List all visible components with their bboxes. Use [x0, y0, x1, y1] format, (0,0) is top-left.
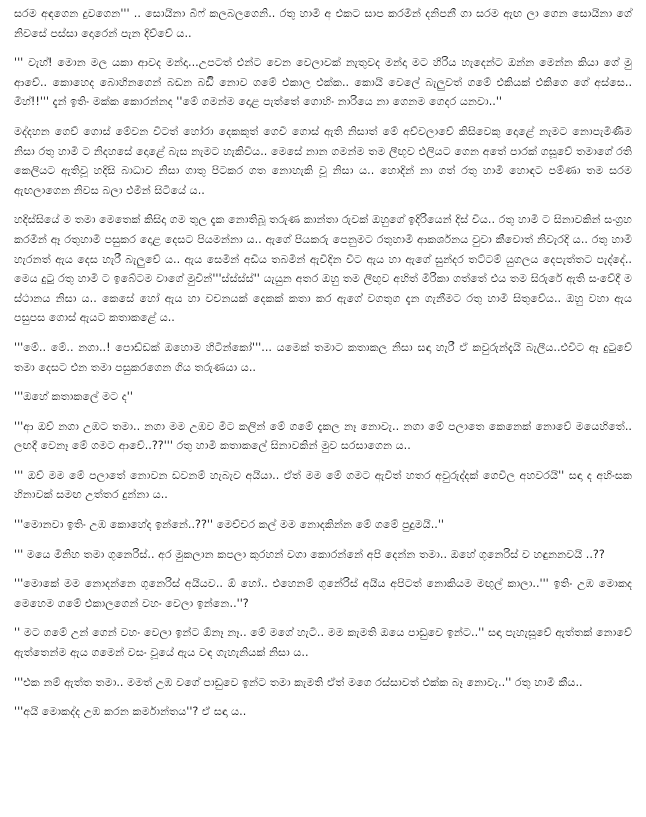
paragraph-8: ''' ඔව් මම මේ පලාතේ නොවන ඩවනම් හැබැව අයියා.. ඒත් මම මේ ගමට ඇවිත් හතර අවුරුද්දක් ගෙවිල අහවරයි'' සඳා ද අහිංසක හිනාවක් සමඟ උත්තර දුන්නා ය..	[14, 468, 632, 502]
paragraph-3: මද්දහන ගෙව් ගොස් මේවන විටත් හෝරා දෙකකුත් ගෙවී ගොස් ඇති නිසාත් මේ අව්වලාවේ කිසිවෙකු දොළේ නැමට නොපැමිණීම නිසා රතු හාමි ට නිදහසේ දොළේ බැස නැමට හැකිවිය.. මෙසේ නාන ගමන්ම තම ලීඟුව එලියට ගෙන අතේ පාරක් ගසූවේ තමාගේ රති කෙලියට ඇතිවූ හදිසි බාධාව නිසා ගාතු පිටකර ගත නොහැකි වූ නිසා ය.. හොදින් නා ගත් රතු හාමි හොඳට පම්ණා තම සරම ඇඟලාගෙන නිවස බලා එමින් සිටියේ ය..	[14, 124, 632, 197]
paragraph-9: '''මොනවා ඉතිං උඹ කොහේද ඉන්නේ..??'' මෙච්චර කල් මම නොදකින්න මේ ගමේ පුදුමයි..''	[14, 518, 444, 532]
paragraph-4: හදිස්සියේ ම තමා මෙතෙක් කිසිදා ගම තුල දැක නොතිබූ තරුණ කාන්තා රුවක් ඔහුගේ ඉදිරියෙන් දිස් විය.. රතු හාමි ට සිනාවකින් සංග්‍රහ කරමින් ඈ රතුහාමි පසුකර දොළ දෙසට පියමන්නා ය.. ඇගේ පියකරු පෙනුමට රතුහාමි ආකර්ශනය වුවා කීවොත් නිවැරදි ය.. රතු හාමි හැරනත් ඇය දෙස හැරී බැලුවේ ය.. ඇය සෙමින් අඩිය තබමින් ඇවිදින විට ඇය හා ඇගේ සුන්දර තට්ටම් යුගලය දෙපැත්තට පැද්දේ.. මෙය දුටු රතු හාමි ට ඉබේටම වාගේ මුවින්'''ස්ස්ස්ස්'' යැයුන අතර ඔහු තම ලීඟුව අහිත් මිරිකා ගත්තේ එය තම සිරුරේ ඇති සංවේදී ම ස්ථානය නිසා ය.. කෙසේ හෝ ඇය හා වචනයක් දෙකක් කතා කර ඇගේ වගතුග දැන ගැනීමට රතු හාමි සිතුවේය.. ඔහු වහා ඇය පසුපස ගොස් ඇයට කතාකළේ ය..	[14, 213, 632, 325]
paragraph-13: '''එක නම් ඇත්ත තමා.. මමත් උඹ වගේ පාඩුවෙ ඉන්ට තමා කැමති ඒත් මගෙ රස්සාවත් එක්ක බෑ නොවැ..'' රතු හාමි කීය..	[14, 675, 583, 689]
paragraph-5: '''මේ.. මේ.. නගා..! පොඩ්ඩක් ඔහොම හිටින්කෝ'''... යමෙක් තමාට කතාකල නිසා සඳා හැරී ඒ කවුරුන්දැයි බැලීය..එවිට ඈ දුටුවේ තමා දෙසට එන තමා පසුකරගෙන ගිය තරුණයා ය..	[14, 340, 632, 374]
paragraph-6: '''ඔහේ කතාකලේ මට ද''	[14, 390, 133, 404]
paragraph-2: ''' වැහ්! මොන මල යකා ආවද මන්දා...උපටත් එන්ට වෙන වෙලාවක් නැතුවද මන්දා මට හිරිය හැදෙන්ට ඔන්න මෙන්න කියා ගේ මු ආවේ.. කොහෙද බොහිනගෙන් බඩන බඩිි නොව ගමේ එකාල එක්ක.. කොයි වෙලේ බැලුවත් ගමේ එකියක් එකිගෙ ගේ අස්සෙ.. මිහ්!!''' දැන් ඉතිං මක්ක කොරන්නද ''මේ ගමන්ම දොළ පැත්තේ ගොහිං නාරියෙ නා ගෙනම ගෙදර යනවා..''	[14, 56, 632, 109]
paragraph-12: '' මට ගමේ උන් ගෙන් වහං වෙලා ඉන්ට ඕනෑ නෑ.. මේ මගේ හැටි.. මම කැමති ඔයෙ පාඩුවෙ ඉන්ට..'' සඳා පැහැසූවේ ඇත්තක් නොවේ ඇත්තෙන්ම ඇය ගමෙන් වසං වූයේ ඇය වඳ ගැහැනියක් නිසා ය..	[14, 626, 632, 660]
paragraph-14: '''අයි මොකද්ද උඹ කරන කර්මාන්තය''? ඒ සඳා ය..	[14, 705, 247, 719]
paragraph-1: සරම අඳගෙන දුවගෙන''' .. සොයිනා බීෆ් කලබලගෙනි.. රතු හාමි අ එකට සාප කරමින් දනිපනී ගා සරම ඇඟ ලා ගෙන සොයිනා ගේ නිවසේ පස්සා දොරෙන් පැන දිව්වේ ය..	[14, 7, 632, 40]
paragraph-7: '''ආ ඔව් නගා උඹට තමා.. නගා මම උඹව මීට කලින් මේ ගමේ දැකල නෑ නොවැ.. නගා මේ පලාතෙ කෙනෙක් නොවේ මයෙහිතේ.. ලඟදී වෙනෑ මේ ගමට ආවේ..??''' රතු හාමි කතාකලේ සිනාවකින් මුව සරසාගෙන ය..	[14, 419, 632, 453]
paragraph-11: '''මොකේ මම නොදන්නෙ ගුනෙරිස් අයියව.. ඕ හෝ.. එහෙනම් ගුනේරිස් අයිය අපිටත් නොකියම මඟුල් කාලා..''' ඉතිං උඹ මොකද මෙහෙම ගමේ එකාලගෙන් වහං වෙලා ඉන්නෙ..''?	[14, 577, 632, 610]
paragraph-10: ''' මයෙ මිනිහ තමා ගුනෙරිස්.. අර මුකලාන කපලා කුරහන් වගා කොරන්නේ අපි දෙන්න තමා.. ඔහේ ගුනෙරිස් ව හඳුනනවයි ..??	[14, 547, 605, 561]
